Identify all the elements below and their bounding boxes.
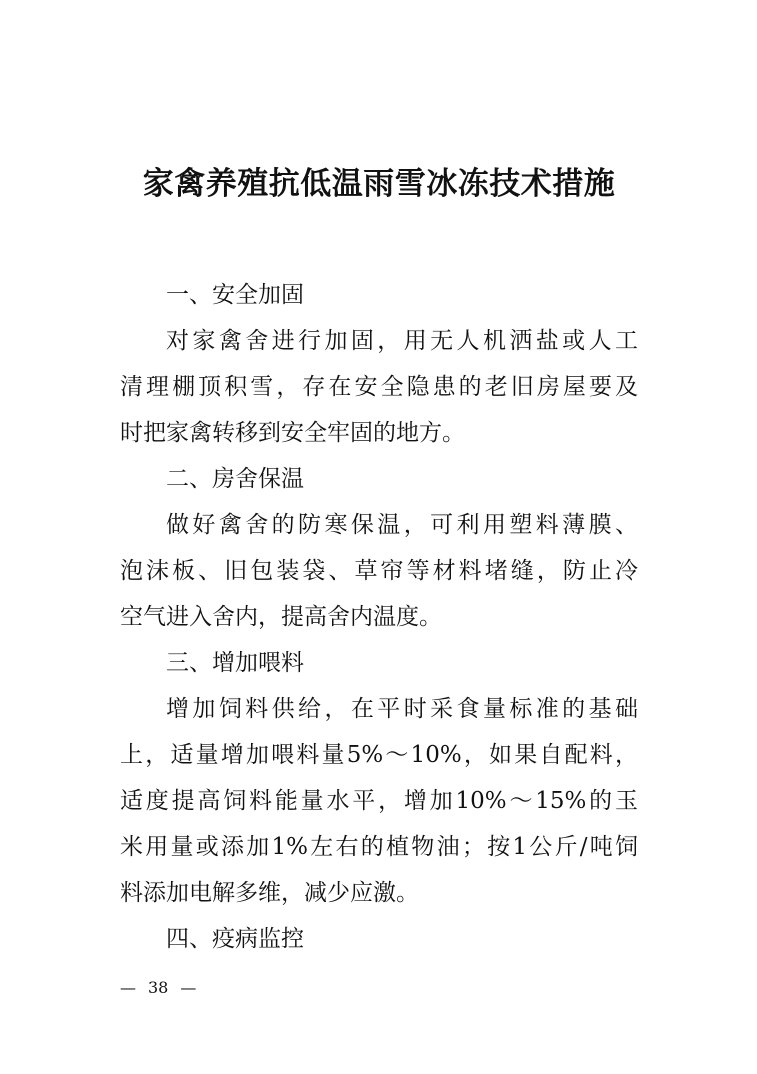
paragraph-line: 空气进入舍内，提高舍内温度。 bbox=[120, 604, 442, 630]
section-house-insulation bbox=[120, 456, 638, 640]
page-number: 38 bbox=[148, 978, 169, 997]
page-title: 家禽养殖抗低温雨雪冰冻技术措施 bbox=[142, 166, 616, 202]
paragraph-line: 适度提高饲料能量水平，增加10%～15%的玉 bbox=[120, 788, 638, 814]
paragraph-line: 米用量或添加1%左右的植物油；按1公斤/吨饲 bbox=[120, 834, 638, 860]
paragraph-line: 上，适量增加喂料量5%～10%，如果自配料， bbox=[120, 742, 638, 768]
paragraph-line: 增加饲料供给，在平时采食量标准的基础 bbox=[166, 696, 638, 722]
footer-dash-right: — bbox=[180, 978, 197, 997]
paragraph-line: 对家禽舍进行加固，用无人机洒盐或人工 bbox=[166, 328, 638, 354]
paragraph-line: 泡沫板、旧包装袋、草帘等材料堵缝，防止冷 bbox=[120, 558, 638, 584]
section-heading: 四、疫病监控 bbox=[166, 926, 304, 952]
paragraph-line: 时把家禽转移到安全牢固的地方。 bbox=[120, 420, 465, 446]
paragraph-line: 清理棚顶积雪，存在安全隐患的老旧房屋要及 bbox=[120, 374, 638, 400]
paragraph-line: 料添加电解多维，减少应激。 bbox=[120, 880, 419, 906]
paragraph-line: 做好禽舍的防寒保温，可利用塑料薄膜、 bbox=[166, 512, 638, 538]
section-safety-reinforcement bbox=[120, 272, 638, 456]
section-increase-feed bbox=[120, 640, 638, 916]
section-heading: 二、房舍保温 bbox=[166, 466, 304, 492]
document-body bbox=[120, 272, 638, 962]
section-heading: 一、安全加固 bbox=[166, 282, 304, 308]
page-footer bbox=[120, 976, 196, 1000]
section-disease-monitoring bbox=[120, 916, 638, 962]
footer-dash-left: — bbox=[120, 978, 136, 997]
section-heading: 三、增加喂料 bbox=[166, 650, 304, 676]
